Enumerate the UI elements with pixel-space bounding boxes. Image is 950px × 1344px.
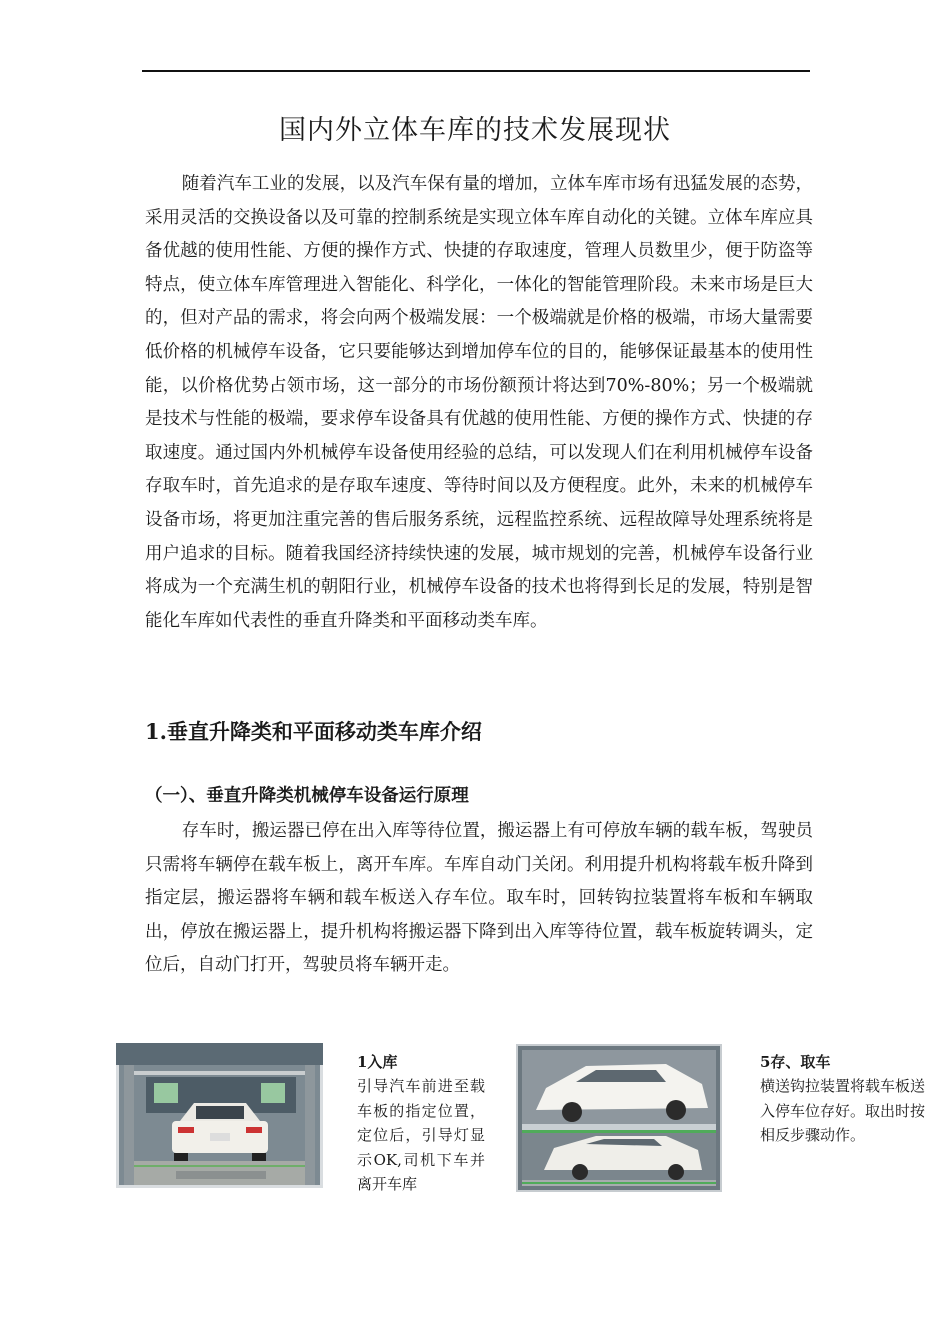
header-rule xyxy=(142,70,810,72)
garage-entry-photo xyxy=(116,1043,323,1188)
caption-title: 5存、取车 xyxy=(760,1053,831,1071)
intro-paragraph: 随着汽车工业的发展，以及汽车保有量的增加，立体车库市场有迅猛发展的态势，采用灵活的交换设备以及可靠的控制系统是实现立体车库自动化的关键。立体车库应具备优越的使用性能、方便的操作方式、快捷的存取速度，管理人员数里少，便于防盗等特点，使立体车库管理进入智能化、科学化，一体化的智能管理阶段。未来市场是巨大的，但对产品的需求，将会向两个极端发展：一个极端就是价格的极端，市场大量需要低价格的机械停车设备，它只要能够达到增加停车位的目的，能够保证最基本的使用性能，以价格优势占领市场，这一部分的市场份额预计将达到70%-80%；另一个极端就是技术与性能的极端，要求停车设备具有优越的使用性能、方便的操作方式、快捷的存取速度。通过国内外机械停车设备使用经验的总结，可以发现人们在利用机械停车设备存取车时，首先追求的是存取车速度、等待时间以及方便程度。此外，未来的机械停车设备市场，将更加注重完善的售后服务系统，远程监控系统、远程故障导处理系统将是用户追求的目标。随着我国经济持续快速的发展，城市规划的完善，机械停车设备行业将成为一个充满生机的朝阳行业，机械停车设备的技术也将得到长足的发展，特别是智能化车库如代表性的垂直升降类和平面移动类车库。 xyxy=(145,174,813,631)
figure-caption-storage xyxy=(760,1050,930,1148)
subsection-heading: （一）、垂直升降类机械停车设备运行原理 xyxy=(145,786,469,806)
figure-caption-entry xyxy=(357,1050,485,1196)
car-storage-photo xyxy=(516,1044,722,1192)
caption-text: 横送钩拉装置将载车板送入停车位存好。取出时按相反步骤动作。 xyxy=(760,1077,926,1145)
page-title: 国内外立体车库的技术发展现状 xyxy=(279,115,671,146)
caption-text: 引导汽车前进至载车板的指定位置，定位后，引导灯显示OK,司机下车并离开车库 xyxy=(357,1077,485,1194)
caption-title: 1入库 xyxy=(357,1053,398,1071)
section-heading: 1.垂直升降类和平面移动类车库介绍 xyxy=(145,719,482,744)
sub-paragraph: 存车时，搬运器已停在出入库等待位置，搬运器上有可停放车辆的载车板，驾驶员只需将车辆停在载车板上，离开车库。车库自动门关闭。利用提升机构将载车板升降到指定层，搬运器将车辆和载车板送入存车位。取车时，回转钩拉装置将车板和车辆取出，停放在搬运器上，提升机构将搬运器下降到出入库等待位置，载车板旋转调头，定位后，自动门打开，驾驶员将车辆开走。 xyxy=(145,821,813,976)
